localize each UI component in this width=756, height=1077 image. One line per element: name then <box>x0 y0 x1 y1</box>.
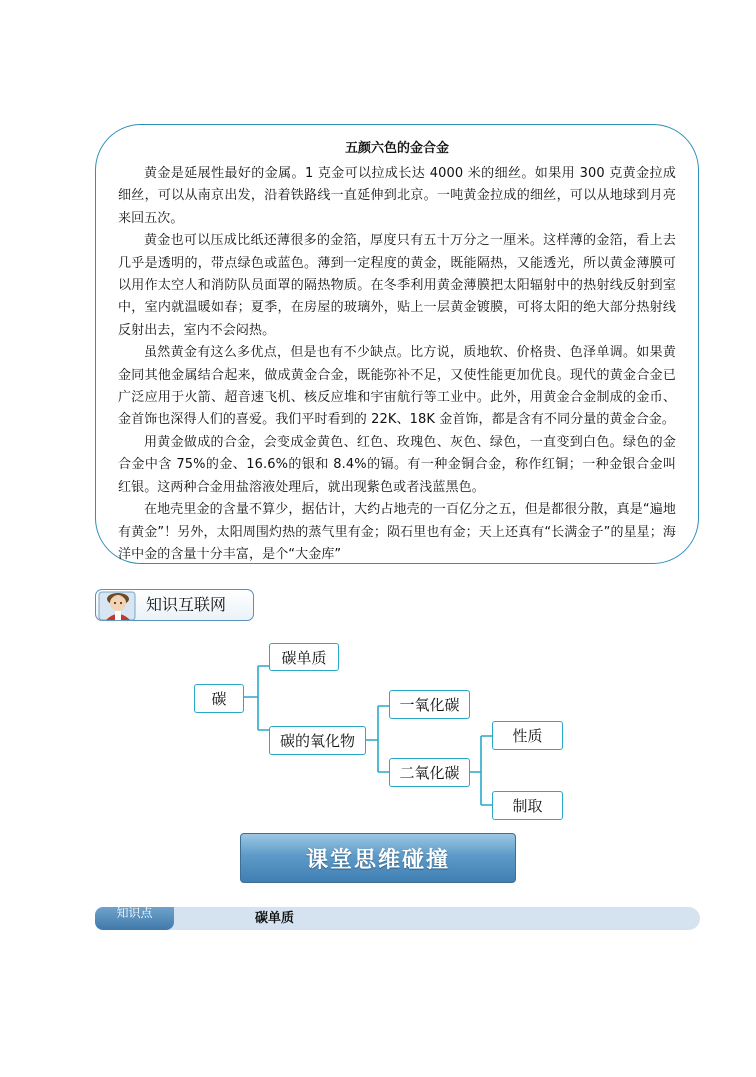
section-header-label: 知识互联网 <box>146 595 227 614</box>
reading-paragraph: 黄金是延展性最好的金属。1 克金可以拉成长达 4000 米的细丝。如果用 300 克黄金拉成细丝，可以从南京出发，沿着铁路线一直延伸到北京。一吨黄金拉成的细丝，可以从地球到月亮来回五次。 <box>118 166 676 226</box>
mindmap-node-carbon-oxides: 碳的氧化物 <box>269 726 366 755</box>
reading-paragraph: 黄金也可以压成比纸还薄很多的金箔，厚度只有五十万分之一厘米。这样薄的金箔，看上去几乎是透明的，带点绿色或蓝色。薄到一定程度的黄金，既能隔热，又能透光，所以黄金薄膜可以用作太空人和消防队员面罩的隔热物质。在冬季利用黄金薄膜把太阳辐射中的热射线反射到室中，室内就温暖如春；夏季，在房屋的玻璃外，贴上一层黄金镀膜，可将太阳的绝大部分热射线反射出去，室内不会闷热。 <box>118 233 676 338</box>
classroom-banner: 课堂思维碰撞 <box>240 833 516 883</box>
mindmap-node-property: 性质 <box>492 721 563 750</box>
mindmap-root-node: 碳 <box>194 684 244 713</box>
reading-paragraph: 用黄金做成的合金，会变成金黄色、红色、玫瑰色、灰色、绿色，一直变到白色。绿色的金合金中含 75%的金、16.6%的银和 8.4%的镉。有一种金铜合金，称作红铜；一种金银合金叫红银。这两种合金用盐溶液处理后，就出现紫色或者浅蓝黑色。 <box>118 434 676 495</box>
reading-title: 五颜六色的金合金 <box>344 141 449 156</box>
mindmap-node-preparation: 制取 <box>492 791 563 820</box>
knowledge-point-tag: 知识点 <box>95 907 174 930</box>
mindmap-node-co: 一氧化碳 <box>389 690 470 719</box>
knowledge-point-bar <box>95 907 700 930</box>
mindmap-node-co2: 二氧化碳 <box>389 758 470 787</box>
knowledge-point-title: 碳单质 <box>255 911 295 926</box>
mindmap-node-elemental-carbon: 碳单质 <box>269 643 339 671</box>
reading-paragraph: 虽然黄金有这么多优点，但是也有不少缺点。比方说，质地软、价格贵、色泽单调。如果黄金同其他金属结合起来，做成黄金合金，既能弥补不足，又使性能更加优良。现代的黄金合金已广泛应用于火箭、超音速飞机、核反应堆和宇宙航行等工业中。此外，用黄金合金制成的金币、金首饰也深得人们的喜爱。我们平时看到的 22K、18K 金首饰，都是含有不同分量的黄金合金。 <box>118 345 676 428</box>
reading-paragraph: 在地壳里金的含量不算少，据估计，大约占地壳的一百亿分之五，但是都很分散，真是“遍地有黄金”！另外，太阳周围灼热的蒸气里有金；陨石里也有金；天上还真有“长满金子”的星星；海洋中金的含量十分丰富，是个“大金库” <box>118 502 676 562</box>
